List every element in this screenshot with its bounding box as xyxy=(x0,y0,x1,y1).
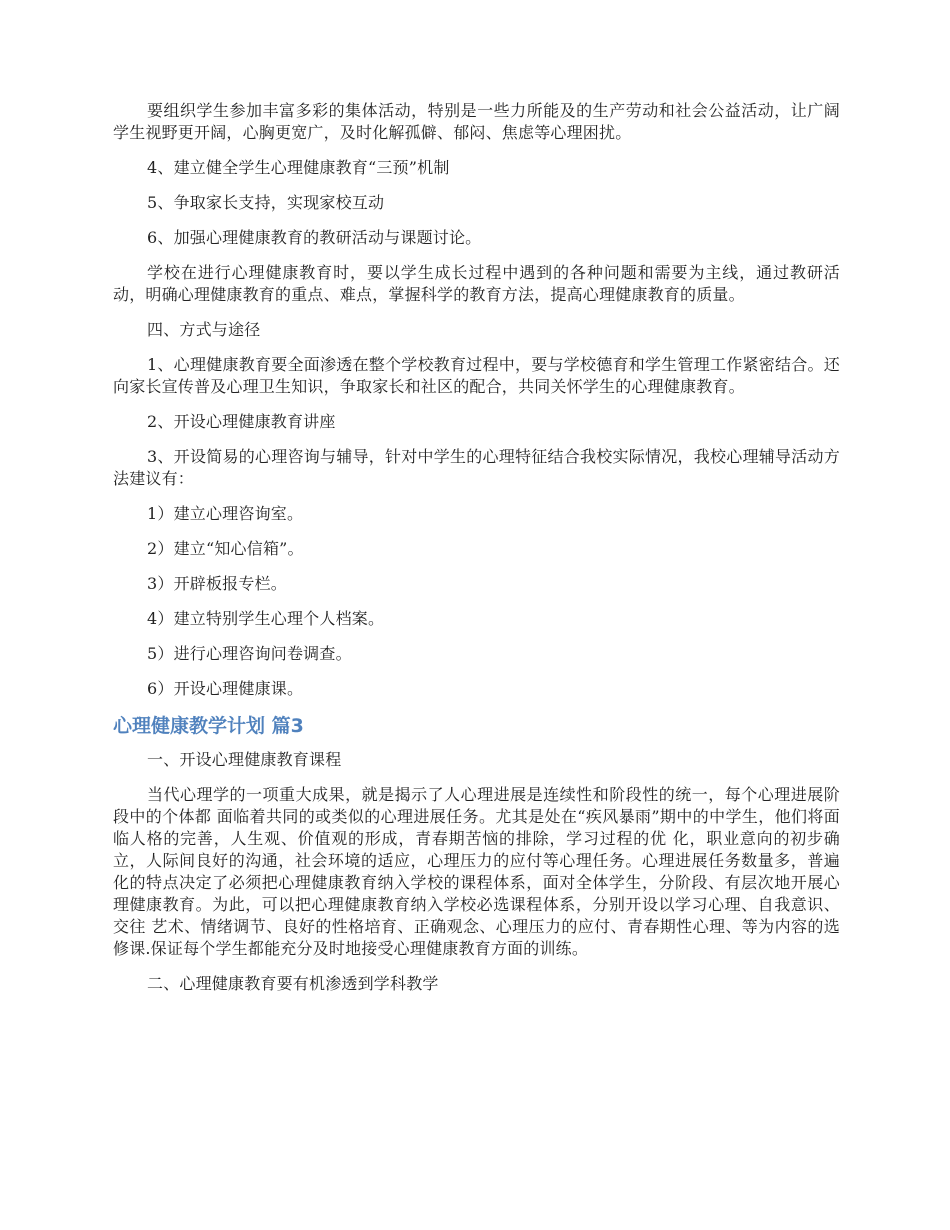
document-page xyxy=(113,100,840,1008)
paragraph-activities: 要组织学生参加丰富多彩的集体活动，特别是一些力所能及的生产劳动和社会公益活动，让广阔学生视野更开阔，心胸更宽广，及时化解孤僻、郁闷、焦虑等心理困扰。 xyxy=(113,101,840,142)
sub-item-2: 2）建立“知心信箱”。 xyxy=(147,539,304,558)
paragraph-method-1: 1、心理健康教育要全面渗透在整个学校教育过程中，要与学校德育和学生管理工作紧密结合。还向家长宣传普及心理卫生知识，争取家长和社区的配合，共同关怀学生的心理健康教育。 xyxy=(113,355,840,396)
paragraph-course: 当代心理学的一项重大成果，就是揭示了人心理进展是连续性和阶段性的统一，每个心理进展阶段中的个体都 面临着共同的或类似的心理进展任务。尤其是处在“疾风暴雨”期中的中学生，他们将面临人格的完善，人生观、价值观的形成，青春期苦恼的排除，学习过程的优 化，职业意向的初步确立，人际间良好的沟通，社会环境的适应，心理压力的应付等心理任务。心理进展任务数量多，普遍化的特点决定了必须把心理健康教育纳入学校的课程体系，面对全体学生，分阶段、有层次地开展心理健康教育。为此，可以把心理健康教育纳入学校必选课程体系，分别开设以学习心理、自我意识、交往 艺术、情绪调节、良好的性格培育、正确观念、心理压力的应付、青春期性心理、等为内容的选修课.保证每个学生都能充分及时地接受心理健康教育方面的训练。 xyxy=(113,785,840,958)
measure-item-6: 6、加强心理健康教育的教研活动与课题讨论。 xyxy=(147,228,482,247)
sub-item-1: 1）建立心理咨询室。 xyxy=(147,504,304,523)
section-heading-methods: 四、方式与途径 xyxy=(147,320,261,339)
paragraph-research: 学校在进行心理健康教育时，要以学生成长过程中遇到的各种问题和需要为主线，通过教研活动，明确心理健康教育的重点、难点，掌握科学的教育方法，提高心理健康教育的质量。 xyxy=(113,263,840,304)
paragraph-method-3: 3、开设简易的心理咨询与辅导，针对中学生的心理特征结合我校实际情况，我校心理辅导活动方法建议有： xyxy=(113,447,840,488)
chapter-heading: 心理健康教学计划 篇3 xyxy=(113,715,304,737)
measure-item-5: 5、争取家长支持，实现家校互动 xyxy=(147,193,385,212)
measure-item-4: 4、建立健全学生心理健康教育“三预”机制 xyxy=(147,158,450,177)
sub-item-4: 4）建立特别学生心理个人档案。 xyxy=(147,609,385,628)
method-item-2: 2、开设心理健康教育讲座 xyxy=(147,412,336,431)
sub-item-6: 6）开设心理健康课。 xyxy=(147,679,304,698)
section-heading-subject: 二、心理健康教育要有机渗透到学科教学 xyxy=(147,974,439,993)
sub-item-3: 3）开辟板报专栏。 xyxy=(147,574,287,593)
sub-item-5: 5）进行心理咨询问卷调查。 xyxy=(147,644,352,663)
section-heading-course: 一、开设心理健康教育课程 xyxy=(147,750,342,769)
